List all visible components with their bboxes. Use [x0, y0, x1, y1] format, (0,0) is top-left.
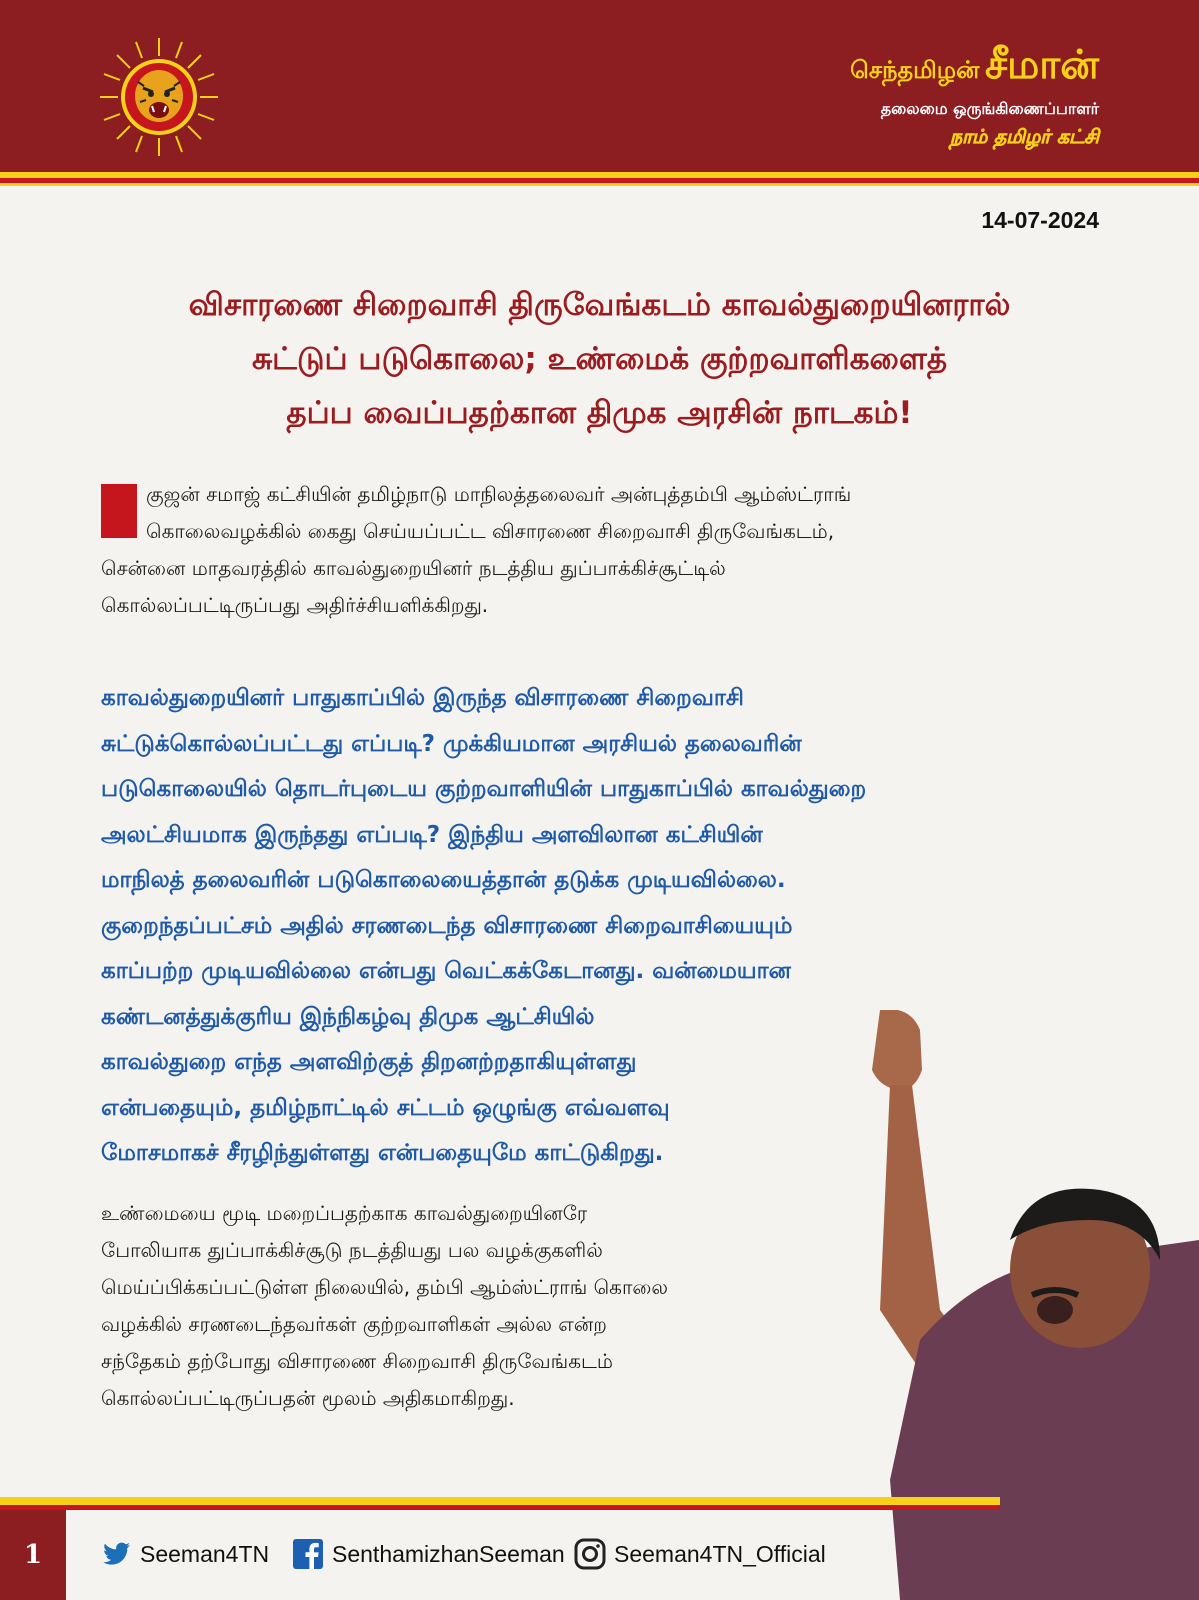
paragraph-line: காப்பற்ற முடியவில்லை என்பது வெட்கக்கேடானது. வன்மையான — [101, 958, 791, 984]
paragraph-line: உண்மையை மூடி மறைப்பதற்காக காவல்துறையினரே — [101, 1201, 588, 1225]
facebook-handle-text: SenthamizhanSeeman — [332, 1540, 565, 1567]
paragraph-line: கொல்லப்பட்டிருப்பதன் மூலம் அதிகமாகிறது. — [101, 1386, 515, 1410]
instagram-handle-text: Seeman4TN_Official — [614, 1540, 826, 1567]
footer-stripe-red — [0, 1505, 1000, 1510]
twitter-icon — [100, 1538, 132, 1570]
brand-name — [850, 42, 1099, 93]
tiger-logo-icon — [98, 36, 220, 158]
twitter-handle[interactable] — [100, 1538, 269, 1570]
paragraph-line: மோசமாகச் சீரழிந்துள்ளது என்பதையுமே காட்டுகிறது. — [101, 1140, 664, 1166]
brand-role: தலைமை ஒருங்கிணைப்பாளர் — [880, 99, 1099, 118]
paragraph-line: படுகொலையில் தொடர்புடைய குற்றவாளியின் பாதுகாப்பில் காவல்துறை — [101, 776, 867, 802]
paragraph-line: அலட்சியமாக இருந்தது எப்படி? இந்திய அளவிலான கட்சியின் — [101, 821, 763, 848]
twitter-handle-text: Seeman4TN — [140, 1540, 270, 1567]
paragraph-line: சுட்டுக்கொல்லப்பட்டது எப்படி? முக்கியமான அரசியல் தலைவரின் — [101, 730, 802, 757]
paragraph-line: மெய்ப்பிக்கப்பட்டுள்ள நிலையில், தம்பி ஆம்ஸ்ட்ராங் கொலை — [101, 1275, 668, 1299]
facebook-handle[interactable] — [292, 1538, 565, 1570]
document-title — [60, 278, 1139, 440]
paragraph-line: சந்தேகம் தற்போது விசாரணை சிறைவாசி திருவேங்கடம் — [101, 1349, 613, 1373]
instagram-handle[interactable] — [574, 1538, 826, 1570]
paragraph-line: என்பதையும், தமிழ்நாட்டில் சட்டம் ஒழுங்கு எவ்வளவு — [101, 1094, 670, 1121]
title-line: விசாரணை சிறைவாசி திருவேங்கடம் காவல்துறையினரால் — [188, 287, 1011, 323]
paragraph-line: மாநிலத் தலைவரின் படுகொலையைத்தான் தடுக்க முடியவில்லை. — [101, 867, 786, 893]
paragraph-line: வழக்கில் சரணடைந்தவர்கள் குற்றவாளிகள் அல்ல என்ற — [101, 1312, 607, 1336]
drop-cap — [101, 484, 137, 538]
title-line: தப்ப வைப்பதற்கான திமுக அரசின் நாடகம்! — [286, 395, 913, 431]
paragraph-line: காவல்துறை எந்த அளவிற்குத் திறனற்றதாகியுள்ளது — [101, 1049, 637, 1075]
paragraph-line: போலியாக துப்பாக்கிச்சூடு நடத்தியது பல வழக்குகளில் — [101, 1238, 603, 1262]
paragraph-line: சென்னை மாதவரத்தில் காவல்துறையினர் நடத்திய துப்பாக்கிச்சூட்டில் — [101, 556, 726, 580]
paragraph-1 — [101, 476, 1051, 624]
brand-block — [850, 42, 1099, 151]
brand-name-big: சீமான் — [984, 42, 1099, 88]
footer-stripe-yellow — [0, 1497, 1000, 1505]
paragraph-line: காவல்துறையினர் பாதுகாப்பில் இருந்த விசாரணை சிறைவாசி — [101, 685, 744, 711]
paragraph-line: குஜன் சமாஜ் கட்சியின் தமிழ்நாடு மாநிலத்தலைவர் அன்புத்தம்பி ஆம்ஸ்ட்ராங் — [146, 482, 852, 506]
document-date: 14-07-2024 — [981, 207, 1099, 233]
paragraph-line: கொல்லப்பட்டிருப்பது அதிர்ச்சியளிக்கிறது. — [101, 593, 489, 617]
paragraph-line: குறைந்தப்பட்சம் அதில் சரணடைந்த விசாரணை சிறைவாசியையும் — [101, 912, 793, 939]
paragraph-line: கண்டனத்துக்குரிய இந்நிகழ்வு திமுக ஆட்சியில் — [101, 1003, 595, 1030]
speaker-photo — [860, 1010, 1199, 1600]
brand-name-small: செந்தமிழன் — [850, 56, 980, 84]
paragraph-3 — [101, 1195, 821, 1417]
facebook-icon — [292, 1538, 324, 1570]
instagram-icon — [574, 1538, 606, 1570]
paragraph-line: கொலைவழக்கில் கைது செய்யப்பட்ட விசாரணை சிறைவாசி திருவேங்கடம், — [146, 519, 835, 543]
title-line: சுட்டுப் படுகொலை; உண்மைக் குற்றவாளிகளைத் — [251, 341, 948, 377]
page-number: 1 — [0, 1510, 66, 1600]
brand-party: நாம் தமிழர் கட்சி — [949, 126, 1099, 148]
header-stripe-yellow-thin — [0, 183, 1199, 186]
